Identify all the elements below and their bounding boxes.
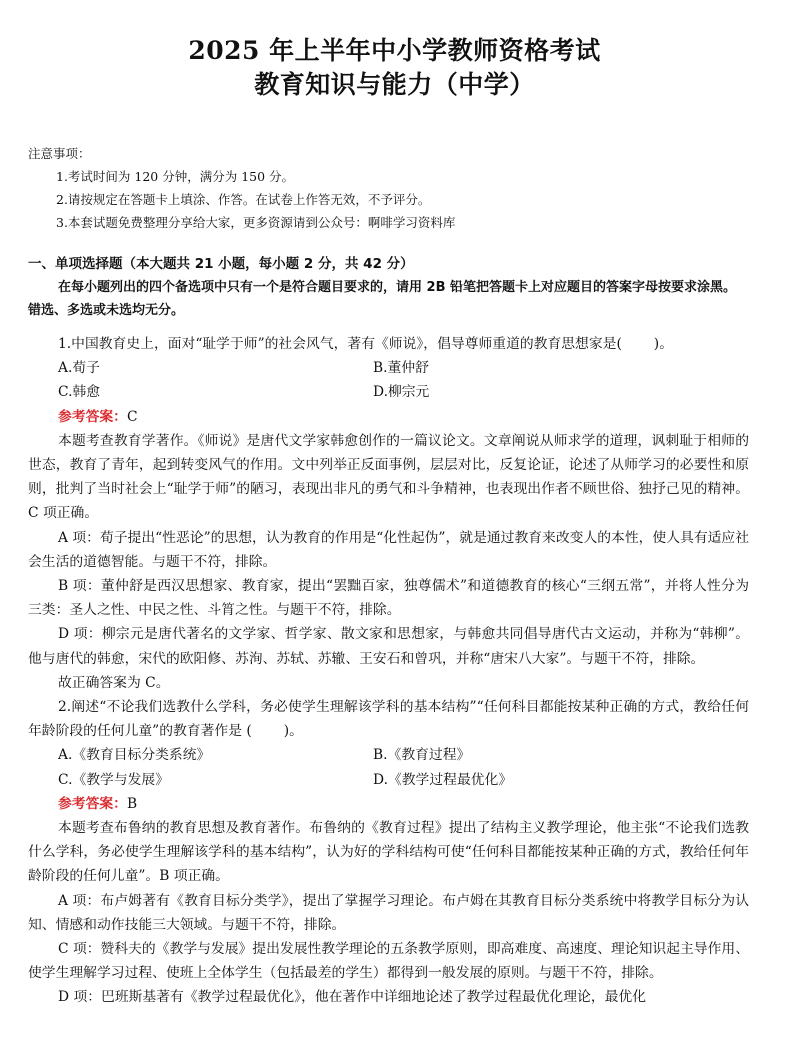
question-2-options [28,743,749,791]
answer-value: B [126,795,138,812]
question-1-stem: 1.中国教育史上，面对“耻学于师”的社会风气，著有《师说》，倡导尊师重道的教育思想家是( )。 [58,336,673,352]
answer-label: 参考答案： [58,795,127,812]
explanation-paragraph: D 项：柳宗元是唐代著名的文学家、哲学家、散文家和思想家，与韩愈共同倡导唐代古文运动，并称为“韩柳”。他与唐代的韩愈，宋代的欧阳修、苏洵、苏轼、苏辙、王安石和曾巩，并称“唐宋八大家”。与题干不符，排除。 [28,626,749,667]
option-b: B.《教育过程》 [373,747,471,764]
explanation-paragraph: A 项：荀子提出“性恶论”的思想，认为教育的作用是“化性起伪”，就是通过教育来改变人的本性，使人具有适应社会生活的道德智能。与题干不符，排除。 [28,529,750,570]
exam-subtitle: 教育知识与能力（中学） [254,70,535,99]
option-c: C.《教学与发展》 [58,771,170,788]
explanation-paragraph: B 项：董仲舒是西汉思想家、教育家，提出“罢黜百家，独尊儒术”和道德教育的核心“三纲五常”，并将人性分为三类：圣人之性、中民之性、斗筲之性。与题干不符，排除。 [28,578,749,619]
explanation-paragraph: 本题考查布鲁纳的教育思想及教育著作。布鲁纳的《教育过程》提出了结构主义教学理论，他主张“不论我们选教什么学科，务必使学生理解该学科的基本结构”，认为好的学科结构可使“任何科目都能按某种正确的方式，教给任何年龄阶段的任何儿童”。B 项正确。 [28,820,749,885]
explanation-paragraph: A 项：布卢姆著有《教育目标分类学》，提出了掌握学习理论。布卢姆在其教育目标分类系统中将教学目标分为认知、情感和动作技能三大领域。与题干不符，排除。 [28,892,749,933]
option-a: A.《教育目标分类系统》 [58,747,211,764]
question-1-options [28,356,749,404]
note-item: 2.请按规定在答题卡上填涂、作答。在试卷上作答无效，不予评分。 [56,192,431,207]
explanation-paragraph: D 项：巴班斯基著有《教学过程最优化》，他在著作中详细地论述了教学过程最优化理论，最优化 [58,989,647,1006]
option-a: A.荀子 [58,360,100,377]
option-d: D.《教学过程最优化》 [373,771,513,788]
question-2-answer [28,792,749,816]
answer-value: C [126,408,138,425]
explanation-paragraph: C 项：赞科夫的《教学与发展》提出发展性教学理论的五条教学原则，即高难度、高速度、理论知识起主导作用、使学生理解学习过程、使班上全体学生（包括最差的学生）都得到一般发展的原则。与题干不符，排除。 [28,941,749,982]
note-item: 1.考试时间为 120 分钟，满分为 150 分。 [56,169,295,184]
notes-label: 注意事项： [28,146,91,161]
explanation-paragraph: 故正确答案为 C。 [58,674,170,691]
exam-title: 2025 年上半年中小学教师资格考试 [188,36,601,65]
answer-label: 参考答案： [58,408,127,425]
option-c: C.韩愈 [58,384,101,401]
notes-block [28,142,789,234]
question-1-answer [28,405,749,429]
option-d: D.柳宗元 [373,384,430,401]
question-2-stem: 2.阐述“不论我们选教什么学科，务必使学生理解该学科的基本结构”“任何科目都能按某种正确的方式，教给任何年龄阶段的任何儿童”的教育著作是 ( )。 [28,699,749,740]
section-heading: 一、单项选择题（本大题共 21 小题，每小题 2 分，共 42 分） [28,256,414,272]
note-item: 3.本套试题免费整理分享给大家，更多资源请到公众号：啊啡学习资料库 [56,215,456,230]
questions-body [28,332,749,1010]
option-b: B.董仲舒 [373,360,429,377]
section-instruction: 在每小题列出的四个备选项中只有一个是符合题目要求的，请用 2B 铅笔把答题卡上对应题目的答案字母按要求涂黑。错选、多选或未选均无分。 [28,280,737,318]
explanation-paragraph: 本题考查教育学著作。《师说》是唐代文学家韩愈创作的一篇议论文。文章阐说从师求学的道理，讽刺耻于相师的世态，教育了青年，起到转变风气的作用。文中列举正反面事例，层层对比，反复论证，论述了从师学习的必要性和原则，批判了当时社会上“耻学于师”的陋习，表现出非凡的勇气和斗争精神，也表现出作者不顾世俗、独抒己见的精神。C 项正确。 [28,432,749,522]
